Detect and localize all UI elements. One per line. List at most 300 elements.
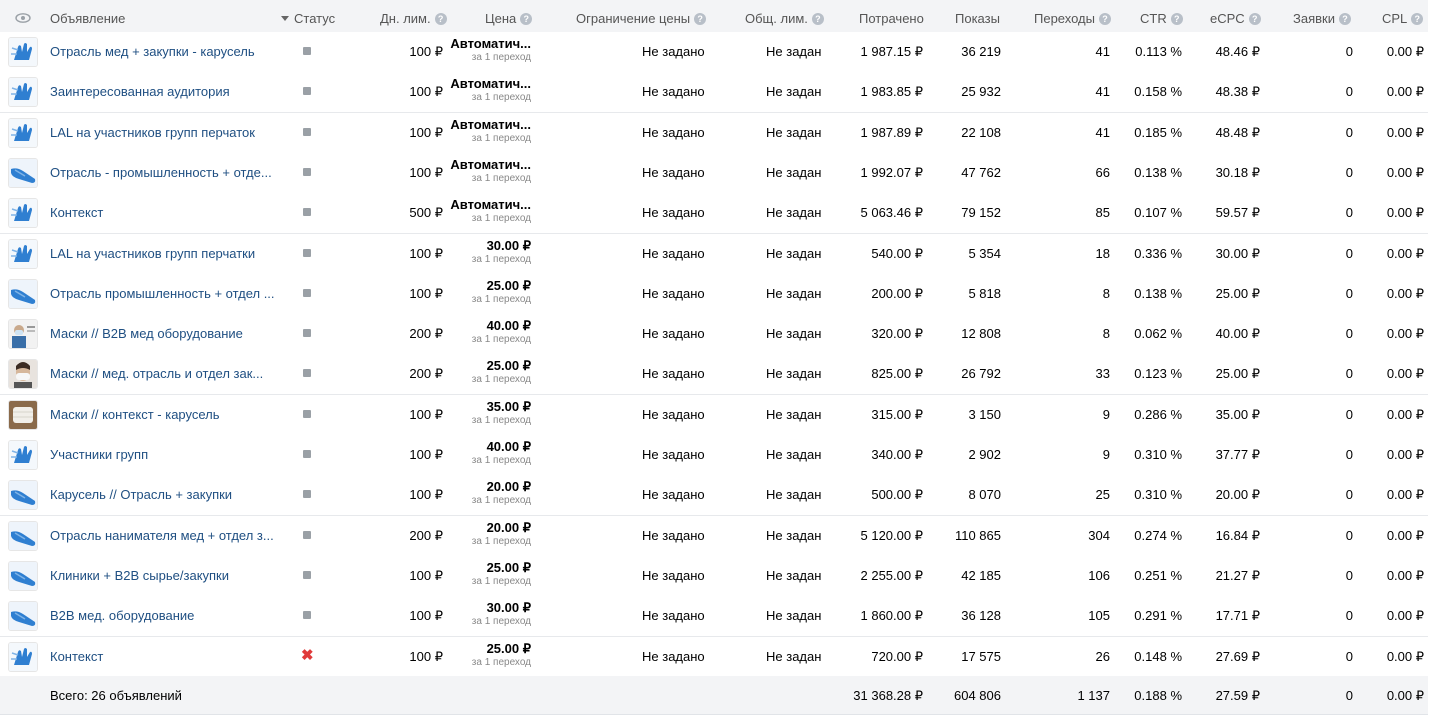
price-cell[interactable] bbox=[440, 274, 531, 314]
table-row[interactable] bbox=[0, 475, 1428, 516]
leads-cell: 0 bbox=[1345, 406, 1353, 422]
impressions-cell: 26 792 bbox=[961, 366, 1001, 382]
col-price-limit-label: Ограничение цены bbox=[576, 11, 691, 26]
daily-limit-cell[interactable]: 200 ₽ bbox=[409, 527, 443, 543]
total-ecpc: 27.59 ₽ bbox=[1215, 688, 1260, 703]
price-cell[interactable] bbox=[440, 637, 531, 677]
daily-limit-cell[interactable]: 500 ₽ bbox=[409, 205, 443, 221]
col-clicks-header[interactable] bbox=[1034, 11, 1111, 26]
ad-name-link[interactable]: Отрасль - промышленность + отде... bbox=[50, 164, 272, 180]
ad-thumbnail[interactable] bbox=[9, 401, 37, 429]
help-icon[interactable]: ? bbox=[1099, 13, 1111, 25]
price-unit: за 1 переход bbox=[471, 52, 531, 63]
price-limit-cell[interactable]: Не задано bbox=[642, 608, 705, 624]
status-paused-icon[interactable] bbox=[303, 611, 311, 619]
price-limit-cell[interactable]: Не задано bbox=[642, 44, 705, 59]
help-icon[interactable]: ? bbox=[812, 13, 824, 25]
status-paused-icon[interactable] bbox=[303, 47, 311, 55]
ctr-cell: 0.185 % bbox=[1134, 124, 1182, 140]
help-icon[interactable]: ? bbox=[1249, 13, 1261, 25]
price-limit-cell[interactable]: Не задано bbox=[642, 527, 705, 543]
price-cell[interactable] bbox=[440, 596, 531, 636]
daily-limit-cell[interactable]: 100 ₽ bbox=[409, 44, 443, 59]
impressions-cell: 47 762 bbox=[961, 164, 1001, 180]
ctr-cell: 0.291 % bbox=[1134, 608, 1182, 624]
col-spent-header[interactable] bbox=[859, 11, 924, 26]
spent-cell: 320.00 ₽ bbox=[871, 326, 923, 342]
sort-desc-icon bbox=[281, 16, 289, 21]
table-row[interactable] bbox=[0, 113, 1428, 154]
leads-cell: 0 bbox=[1345, 84, 1353, 100]
clicks-cell: 26 bbox=[1095, 648, 1110, 664]
price-cell[interactable] bbox=[440, 314, 531, 354]
ecpc-cell: 40.00 ₽ bbox=[1215, 326, 1260, 342]
price-limit-cell[interactable]: Не задано bbox=[642, 326, 705, 342]
col-ctr-label: CTR bbox=[1140, 11, 1167, 26]
price-value: 40.00 ₽ bbox=[486, 439, 531, 454]
col-cpl-label: CPL bbox=[1382, 11, 1408, 26]
ad-name-link[interactable]: Клиники + B2B сырье/закупки bbox=[50, 567, 230, 583]
clicks-cell: 8 bbox=[1102, 326, 1110, 342]
clicks-cell: 33 bbox=[1095, 366, 1110, 382]
impressions-cell: 2 902 bbox=[968, 447, 1001, 462]
price-value: Автоматич... bbox=[450, 36, 531, 51]
ad-thumbnail[interactable] bbox=[9, 199, 37, 227]
ad-name-link[interactable]: Контекст bbox=[50, 648, 104, 664]
price-cell[interactable] bbox=[440, 475, 531, 515]
daily-limit-cell[interactable]: 100 ₽ bbox=[409, 608, 443, 624]
status-paused-icon[interactable] bbox=[303, 87, 311, 95]
price-value: 20.00 ₽ bbox=[486, 479, 531, 495]
clicks-cell: 106 bbox=[1088, 567, 1110, 583]
status-paused-icon[interactable] bbox=[303, 450, 311, 458]
ecpc-cell: 48.46 ₽ bbox=[1215, 44, 1260, 59]
daily-limit-cell[interactable]: 100 ₽ bbox=[409, 245, 443, 261]
ad-thumbnail[interactable] bbox=[9, 602, 37, 630]
ad-thumbnail[interactable] bbox=[9, 522, 37, 550]
status-paused-icon[interactable] bbox=[303, 128, 311, 136]
spent-cell: 825.00 ₽ bbox=[871, 366, 923, 382]
price-limit-cell[interactable]: Не задано bbox=[642, 487, 705, 503]
col-daily-limit-header[interactable] bbox=[380, 11, 447, 26]
ad-thumbnail[interactable] bbox=[9, 481, 37, 509]
leads-cell: 0 bbox=[1345, 245, 1353, 261]
price-unit: за 1 переход bbox=[471, 374, 531, 386]
price-value: Автоматич... bbox=[450, 156, 531, 172]
status-paused-icon[interactable] bbox=[303, 571, 311, 579]
cpl-cell: 0.00 ₽ bbox=[1386, 608, 1424, 624]
cpl-cell: 0.00 ₽ bbox=[1386, 164, 1424, 180]
impressions-cell: 110 865 bbox=[954, 527, 1001, 543]
ad-thumbnail[interactable] bbox=[9, 38, 37, 66]
spent-cell: 315.00 ₽ bbox=[871, 406, 923, 422]
help-icon[interactable]: ? bbox=[1171, 13, 1183, 25]
total-label: Всего: 26 объявлений bbox=[50, 688, 182, 703]
eye-icon[interactable] bbox=[15, 13, 31, 23]
ad-thumbnail[interactable] bbox=[9, 320, 37, 348]
price-value: Автоматич... bbox=[450, 76, 531, 92]
price-value: 30.00 ₽ bbox=[486, 600, 531, 616]
table-row[interactable] bbox=[0, 234, 1428, 275]
col-price-header[interactable] bbox=[485, 11, 532, 26]
status-paused-icon[interactable] bbox=[303, 531, 311, 539]
leads-cell: 0 bbox=[1345, 527, 1353, 543]
ctr-cell: 0.310 % bbox=[1134, 447, 1182, 462]
daily-limit-cell[interactable]: 200 ₽ bbox=[409, 366, 443, 382]
table-row[interactable] bbox=[0, 72, 1428, 113]
table-row[interactable] bbox=[0, 596, 1428, 637]
ad-thumbnail[interactable] bbox=[9, 643, 37, 671]
impressions-cell: 25 932 bbox=[961, 84, 1001, 100]
col-total-limit-header[interactable] bbox=[745, 11, 824, 26]
ad-name-link[interactable]: Отрасль нанимателя мед + отдел з... bbox=[50, 527, 274, 543]
total-cpl: 0.00 ₽ bbox=[1386, 688, 1424, 703]
help-icon[interactable]: ? bbox=[435, 13, 447, 25]
price-unit: за 1 переход bbox=[471, 253, 531, 265]
cpl-cell: 0.00 ₽ bbox=[1386, 285, 1424, 301]
status-paused-icon[interactable] bbox=[303, 249, 311, 257]
price-value: 30.00 ₽ bbox=[486, 237, 531, 253]
total-limit-cell[interactable]: Не задан bbox=[766, 567, 822, 583]
total-impressions: 604 806 bbox=[954, 688, 1001, 703]
ad-thumbnail[interactable] bbox=[9, 280, 37, 308]
ad-thumbnail[interactable] bbox=[9, 562, 37, 590]
price-unit: за 1 переход bbox=[471, 495, 531, 507]
table-row[interactable] bbox=[0, 193, 1428, 234]
clicks-cell: 304 bbox=[1088, 527, 1110, 543]
leads-cell: 0 bbox=[1345, 326, 1353, 342]
col-status-label: Статус bbox=[294, 11, 336, 26]
ecpc-cell: 17.71 ₽ bbox=[1215, 608, 1260, 624]
table-row[interactable] bbox=[0, 32, 1428, 73]
price-limit-cell[interactable]: Не задано bbox=[642, 285, 705, 301]
leads-cell: 0 bbox=[1345, 285, 1353, 301]
daily-limit-cell[interactable]: 200 ₽ bbox=[409, 326, 443, 342]
ecpc-cell: 59.57 ₽ bbox=[1215, 205, 1260, 221]
col-clicks-label: Переходы bbox=[1034, 11, 1095, 26]
status-paused-icon[interactable] bbox=[303, 289, 311, 297]
total-limit-cell[interactable]: Не задан bbox=[766, 285, 822, 301]
price-unit: за 1 переход bbox=[471, 293, 531, 305]
daily-limit-cell[interactable]: 100 ₽ bbox=[409, 648, 443, 664]
total-limit-cell[interactable]: Не задан bbox=[766, 406, 822, 422]
status-stopped-icon[interactable]: ✖ bbox=[301, 646, 314, 664]
price-limit-cell[interactable]: Не задано bbox=[642, 205, 705, 221]
ad-name-link[interactable]: Маски // мед. отрасль и отдел зак... bbox=[50, 366, 264, 382]
daily-limit-cell[interactable]: 100 ₽ bbox=[409, 164, 443, 180]
ecpc-cell: 37.77 ₽ bbox=[1215, 447, 1260, 462]
price-value: 20.00 ₽ bbox=[486, 519, 531, 535]
cpl-cell: 0.00 ₽ bbox=[1386, 447, 1424, 462]
table-row[interactable] bbox=[0, 435, 1428, 476]
ecpc-cell: 30.00 ₽ bbox=[1215, 245, 1260, 261]
total-limit-cell[interactable]: Не задан bbox=[766, 487, 822, 503]
col-ad-label: Объявление bbox=[50, 11, 126, 26]
status-paused-icon[interactable] bbox=[303, 490, 311, 498]
col-price-limit-header[interactable] bbox=[576, 11, 706, 26]
price-unit: за 1 переход bbox=[471, 656, 531, 668]
col-daily-limit-label: Дн. лим. bbox=[380, 11, 431, 26]
total-limit-cell[interactable]: Не задан bbox=[766, 245, 822, 261]
cpl-cell: 0.00 ₽ bbox=[1386, 245, 1424, 261]
price-cell[interactable] bbox=[440, 516, 531, 556]
ad-thumbnail[interactable] bbox=[9, 78, 37, 106]
ctr-cell: 0.123 % bbox=[1134, 366, 1182, 382]
price-unit: за 1 переход bbox=[471, 213, 531, 225]
spent-cell: 1 992.07 ₽ bbox=[860, 164, 923, 180]
total-limit-cell[interactable]: Не задан bbox=[766, 84, 822, 100]
ad-name-link[interactable]: Контекст bbox=[50, 205, 104, 221]
cpl-cell: 0.00 ₽ bbox=[1386, 567, 1424, 583]
ecpc-cell: 30.18 ₽ bbox=[1215, 164, 1260, 180]
impressions-cell: 36 219 bbox=[961, 44, 1001, 59]
total-limit-cell[interactable]: Не задан bbox=[766, 608, 822, 624]
price-limit-cell[interactable]: Не задано bbox=[642, 648, 705, 664]
spent-cell: 1 983.85 ₽ bbox=[860, 84, 923, 100]
price-value: 35.00 ₽ bbox=[486, 398, 531, 414]
ecpc-cell: 35.00 ₽ bbox=[1215, 406, 1260, 422]
price-value: 40.00 ₽ bbox=[486, 318, 531, 334]
total-limit-cell[interactable]: Не задан bbox=[766, 447, 822, 462]
table-row[interactable] bbox=[0, 274, 1428, 315]
cpl-cell: 0.00 ₽ bbox=[1386, 205, 1424, 221]
ad-name-link[interactable]: Заинтересованная аудитория bbox=[50, 84, 230, 100]
price-value: Автоматич... bbox=[450, 116, 531, 132]
clicks-cell: 25 bbox=[1095, 487, 1110, 503]
ad-thumbnail[interactable] bbox=[9, 159, 37, 187]
spent-cell: 720.00 ₽ bbox=[871, 648, 923, 664]
price-cell[interactable] bbox=[440, 435, 531, 475]
table-row[interactable] bbox=[0, 516, 1428, 557]
impressions-cell: 36 128 bbox=[961, 608, 1001, 624]
ad-name-link[interactable]: LAL на участников групп перчаток bbox=[50, 124, 255, 140]
leads-cell: 0 bbox=[1345, 567, 1353, 583]
clicks-cell: 9 bbox=[1102, 447, 1110, 462]
price-value: 25.00 ₽ bbox=[486, 640, 531, 656]
daily-limit-cell[interactable]: 100 ₽ bbox=[409, 84, 443, 100]
impressions-cell: 42 185 bbox=[961, 567, 1001, 583]
daily-limit-cell[interactable]: 100 ₽ bbox=[409, 567, 443, 583]
col-status-header[interactable] bbox=[281, 11, 335, 26]
price-limit-cell[interactable]: Не задано bbox=[642, 567, 705, 583]
cpl-cell: 0.00 ₽ bbox=[1386, 124, 1424, 140]
table-row[interactable] bbox=[0, 314, 1428, 355]
ctr-cell: 0.113 % bbox=[1135, 44, 1182, 59]
impressions-cell: 12 808 bbox=[961, 326, 1001, 342]
ctr-cell: 0.138 % bbox=[1134, 164, 1182, 180]
price-limit-cell[interactable]: Не задано bbox=[642, 84, 705, 100]
clicks-cell: 41 bbox=[1095, 44, 1110, 59]
spent-cell: 500.00 ₽ bbox=[871, 487, 923, 503]
total-limit-cell[interactable]: Не задан bbox=[766, 44, 822, 59]
price-value: 25.00 ₽ bbox=[486, 358, 531, 374]
cpl-cell: 0.00 ₽ bbox=[1386, 366, 1424, 382]
ad-thumbnail[interactable] bbox=[9, 360, 37, 388]
clicks-cell: 18 bbox=[1095, 245, 1110, 261]
price-limit-cell[interactable]: Не задано bbox=[642, 124, 705, 140]
spent-cell: 2 255.00 ₽ bbox=[860, 567, 923, 583]
price-cell[interactable] bbox=[440, 72, 531, 112]
impressions-cell: 17 575 bbox=[961, 648, 1001, 664]
ecpc-cell: 16.84 ₽ bbox=[1215, 527, 1260, 543]
col-ecpc-header[interactable] bbox=[1210, 11, 1261, 26]
clicks-cell: 41 bbox=[1095, 84, 1110, 100]
total-limit-cell[interactable]: Не задан bbox=[766, 527, 822, 543]
leads-cell: 0 bbox=[1345, 648, 1353, 664]
ecpc-cell: 25.00 ₽ bbox=[1215, 285, 1260, 301]
price-limit-cell[interactable]: Не задано bbox=[642, 366, 705, 382]
price-cell[interactable] bbox=[440, 354, 531, 394]
ctr-cell: 0.286 % bbox=[1134, 406, 1182, 422]
spent-cell: 1 860.00 ₽ bbox=[860, 608, 923, 624]
ctr-cell: 0.251 % bbox=[1134, 567, 1182, 583]
total-limit-cell[interactable]: Не задан bbox=[766, 648, 822, 664]
price-unit: за 1 переход bbox=[471, 172, 531, 184]
price-cell[interactable] bbox=[440, 395, 531, 435]
ad-name-link[interactable]: LAL на участников групп перчатки bbox=[50, 245, 256, 261]
spent-cell: 540.00 ₽ bbox=[871, 245, 923, 261]
col-cpl-header[interactable] bbox=[1382, 11, 1423, 26]
ad-name-link[interactable]: Участники групп bbox=[50, 447, 149, 462]
price-limit-cell[interactable]: Не задано bbox=[642, 164, 705, 180]
impressions-cell: 79 152 bbox=[961, 205, 1001, 221]
ecpc-cell: 20.00 ₽ bbox=[1215, 487, 1260, 503]
price-value: Автоматич... bbox=[450, 197, 531, 213]
ecpc-cell: 25.00 ₽ bbox=[1215, 366, 1260, 382]
table-row[interactable] bbox=[0, 395, 1428, 436]
ctr-cell: 0.336 % bbox=[1134, 245, 1182, 261]
price-unit: за 1 переход bbox=[471, 334, 531, 346]
impressions-cell: 5 818 bbox=[968, 285, 1001, 301]
price-unit: за 1 переход bbox=[471, 132, 531, 144]
ecpc-cell: 27.69 ₽ bbox=[1215, 648, 1260, 664]
clicks-cell: 105 bbox=[1088, 608, 1110, 624]
clicks-cell: 66 bbox=[1095, 164, 1110, 180]
total-limit-cell[interactable]: Не задан bbox=[766, 366, 822, 382]
ad-name-link[interactable]: Маски // B2B мед оборудование bbox=[50, 326, 243, 342]
price-unit: за 1 переход bbox=[471, 616, 531, 628]
table-footer bbox=[0, 676, 1428, 715]
cpl-cell: 0.00 ₽ bbox=[1386, 487, 1424, 503]
status-paused-icon[interactable] bbox=[303, 168, 311, 176]
price-unit: за 1 переход bbox=[471, 455, 531, 466]
price-limit-cell[interactable]: Не задано bbox=[642, 447, 705, 462]
leads-cell: 0 bbox=[1345, 366, 1353, 382]
leads-cell: 0 bbox=[1345, 124, 1353, 140]
total-limit-cell[interactable]: Не задан bbox=[766, 205, 822, 221]
col-impressions-label: Показы bbox=[955, 11, 1000, 26]
price-unit: за 1 переход bbox=[471, 414, 531, 426]
table-row[interactable] bbox=[0, 556, 1428, 597]
spent-cell: 340.00 ₽ bbox=[871, 447, 923, 462]
ad-name-link[interactable]: Маски // контекст - карусель bbox=[50, 406, 220, 422]
price-value: 25.00 ₽ bbox=[486, 559, 531, 575]
clicks-cell: 41 bbox=[1095, 124, 1110, 140]
price-limit-cell[interactable]: Не задано bbox=[642, 245, 705, 261]
spent-cell: 5 063.46 ₽ bbox=[860, 205, 923, 221]
ctr-cell: 0.310 % bbox=[1134, 487, 1182, 503]
col-total-limit-label: Общ. лим. bbox=[745, 11, 808, 26]
col-ctr-header[interactable] bbox=[1140, 11, 1183, 26]
cpl-cell: 0.00 ₽ bbox=[1386, 326, 1424, 342]
total-spent: 31 368.28 ₽ bbox=[853, 688, 923, 703]
status-paused-icon[interactable] bbox=[303, 329, 311, 337]
leads-cell: 0 bbox=[1345, 487, 1353, 503]
leads-cell: 0 bbox=[1345, 608, 1353, 624]
daily-limit-cell[interactable]: 100 ₽ bbox=[409, 285, 443, 301]
impressions-cell: 3 150 bbox=[968, 406, 1001, 422]
ad-thumbnail[interactable] bbox=[9, 441, 37, 469]
total-limit-cell[interactable]: Не задан bbox=[766, 164, 822, 180]
leads-cell: 0 bbox=[1345, 44, 1353, 59]
ad-name-link[interactable]: Отрасль мед + закупки - карусель bbox=[50, 44, 255, 59]
col-spent-label: Потрачено bbox=[859, 11, 924, 26]
col-impressions-header[interactable] bbox=[955, 11, 1000, 26]
cpl-cell: 0.00 ₽ bbox=[1386, 84, 1424, 100]
price-value: 25.00 ₽ bbox=[486, 277, 531, 293]
daily-limit-cell[interactable]: 100 ₽ bbox=[409, 447, 443, 462]
price-unit: за 1 переход bbox=[471, 575, 531, 587]
daily-limit-cell[interactable]: 100 ₽ bbox=[409, 487, 443, 503]
price-cell[interactable] bbox=[440, 193, 531, 233]
spent-cell: 200.00 ₽ bbox=[871, 285, 923, 301]
leads-cell: 0 bbox=[1345, 164, 1353, 180]
price-cell[interactable] bbox=[440, 234, 531, 274]
ad-name-link[interactable]: Отрасль промышленность + отдел ... bbox=[50, 285, 275, 301]
ad-thumbnail[interactable] bbox=[9, 240, 37, 268]
impressions-cell: 8 070 bbox=[968, 487, 1001, 503]
help-icon[interactable]: ? bbox=[520, 13, 532, 25]
price-limit-cell[interactable]: Не задано bbox=[642, 406, 705, 422]
table-row[interactable] bbox=[0, 637, 1428, 678]
total-limit-cell[interactable]: Не задан bbox=[766, 124, 822, 140]
ad-name-link[interactable]: B2B мед. оборудование bbox=[50, 608, 195, 624]
table-row[interactable] bbox=[0, 354, 1428, 395]
price-unit: за 1 переход bbox=[471, 535, 531, 547]
ctr-cell: 0.062 % bbox=[1134, 326, 1182, 342]
price-cell[interactable] bbox=[440, 556, 531, 596]
impressions-cell: 22 108 bbox=[961, 124, 1001, 140]
daily-limit-cell[interactable]: 100 ₽ bbox=[409, 406, 443, 422]
help-icon[interactable]: ? bbox=[694, 13, 706, 25]
col-ad-header[interactable] bbox=[50, 11, 125, 26]
ctr-cell: 0.107 % bbox=[1134, 205, 1182, 221]
help-icon[interactable]: ? bbox=[1339, 13, 1351, 25]
daily-limit-cell[interactable]: 100 ₽ bbox=[409, 124, 443, 140]
col-ecpc-label: eCPC bbox=[1210, 11, 1245, 26]
spent-cell: 5 120.00 ₽ bbox=[860, 527, 923, 543]
col-leads-header[interactable] bbox=[1293, 11, 1351, 26]
price-cell[interactable] bbox=[440, 32, 531, 72]
ecpc-cell: 48.38 ₽ bbox=[1215, 84, 1260, 100]
ad-thumbnail[interactable] bbox=[9, 119, 37, 147]
col-price-label: Цена bbox=[485, 11, 517, 26]
leads-cell: 0 bbox=[1345, 205, 1353, 221]
ctr-cell: 0.138 % bbox=[1134, 285, 1182, 301]
total-limit-cell[interactable]: Не задан bbox=[766, 326, 822, 342]
cpl-cell: 0.00 ₽ bbox=[1386, 527, 1424, 543]
total-leads: 0 bbox=[1345, 688, 1353, 703]
ad-name-link[interactable]: Карусель // Отрасль + закупки bbox=[50, 487, 233, 503]
help-icon[interactable]: ? bbox=[1411, 13, 1423, 25]
status-paused-icon[interactable] bbox=[303, 410, 311, 418]
spent-cell: 1 987.89 ₽ bbox=[860, 124, 923, 140]
price-cell[interactable] bbox=[440, 113, 531, 153]
table-row[interactable] bbox=[0, 153, 1428, 194]
status-paused-icon[interactable] bbox=[303, 369, 311, 377]
price-cell[interactable] bbox=[440, 153, 531, 193]
status-paused-icon[interactable] bbox=[303, 208, 311, 216]
